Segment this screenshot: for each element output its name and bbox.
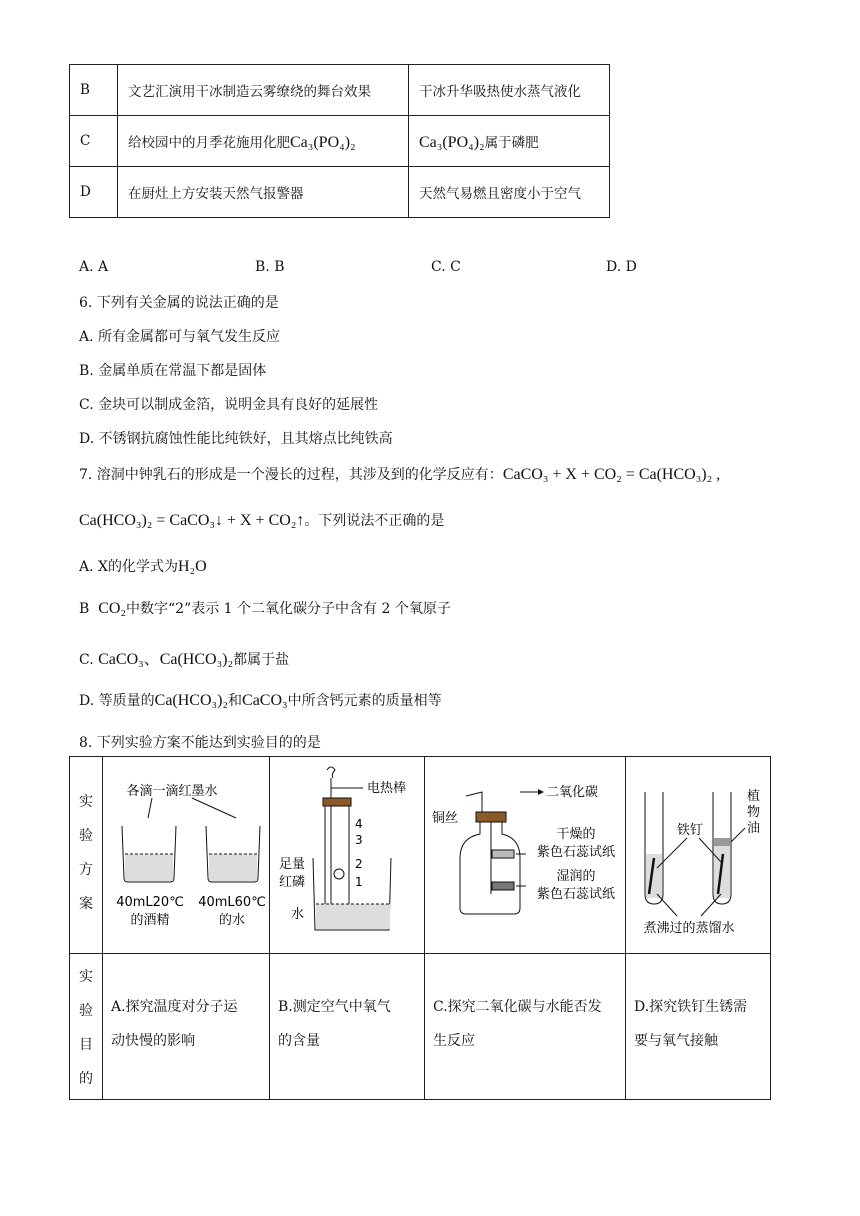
row-label: D [70,167,118,218]
svg-text:二氧化碳: 二氧化碳 [546,785,599,800]
svg-text:1: 1 [355,875,363,889]
q7-option-b[interactable]: B CO₂中数字“2”表示 1 个二氧化碳分子中含有 2 个氧原子 [79,600,451,617]
row-header-scheme: 实 验 方 案 [70,757,103,954]
rust-figure [627,758,769,948]
q6-option-b[interactable]: B. 金属单质在常温下都是固体 [79,363,267,379]
rubber-stopper [323,798,351,806]
arrow-line [192,798,236,818]
question-8-stem: 8. 下列实验方案不能达到实验目的的是 [79,735,321,751]
stopper [476,812,506,822]
goal-b[interactable]: B.测定空气中氧气 的含量 [270,954,425,1100]
svg-text:足量: 足量 [279,857,306,872]
row-header-goal: 实 验 目 的 [70,954,103,1100]
svg-text:铜丝: 铜丝 [432,811,459,826]
svg-text:3: 3 [355,833,363,847]
goal-d[interactable]: D.探究铁钉生锈需 要与氧气接触 [626,954,771,1100]
svg-text:铁钉: 铁钉 [677,823,704,838]
option-d[interactable]: D. D [606,259,637,275]
row-action: 文艺汇演用干冰制造云雾缭绕的舞台效果 [118,65,409,116]
q7-option-d[interactable]: D. 等质量的Ca(HCO₃)₂和CaCO₃中所含钙元素的质量相等 [79,692,442,709]
figure-a-cell [103,757,270,954]
oil-layer [714,838,730,846]
svg-text:物: 物 [747,805,761,820]
co2-figure [426,758,624,948]
goal-c[interactable]: C.探究二氧化碳与水能否发 生反应 [425,954,626,1100]
svg-text:油: 油 [747,821,761,836]
svg-text:电热棒: 电热棒 [367,781,407,796]
row-reason: Ca₃(PO₄)₂属于磷肥 [409,116,610,167]
gas-bottle [460,822,520,914]
svg-text:湿润的: 湿润的 [556,869,596,884]
option-c[interactable]: C. C [431,259,461,275]
svg-text:红磷: 红磷 [279,875,306,890]
figure-c-cell [425,757,626,954]
svg-text:2: 2 [355,857,363,871]
experiment-table [69,756,771,1100]
goal-a[interactable]: A.探究温度对分子运 动快慢的影响 [103,954,270,1100]
row-reason: 天然气易燃且密度小于空气 [409,167,610,218]
svg-text:煮沸过的蒸馏水: 煮沸过的蒸馏水 [643,921,735,936]
q6-option-d[interactable]: D. 不锈钢抗腐蚀性能比纯铁好，且其熔点比纯铁高 [79,431,393,447]
row-label: C [70,116,118,167]
question-6-stem: 6. 下列有关金属的说法正确的是 [79,295,279,311]
q7-option-c[interactable]: C. CaCO₃、Ca(HCO₃)₂都属于盐 [79,651,290,668]
row-action: 给校园中的月季花施用化肥Ca₃(PO₄)₂ [118,116,409,167]
q6-option-c[interactable]: C. 金块可以制成金箔，说明金具有良好的延展性 [79,397,379,413]
svg-text:40mL60℃: 40mL60℃ [198,895,266,910]
q7-option-a[interactable]: A. X的化学式为H₂O [79,558,207,575]
svg-text:的水: 的水 [218,913,246,928]
dry-paper [492,850,514,858]
svg-text:紫色石蕊试纸: 紫色石蕊试纸 [536,845,616,860]
wet-paper [492,882,514,890]
svg-text:水: 水 [291,907,305,922]
figure-b-cell [270,757,425,954]
question-7-stem: 7. 溶洞中钟乳石的形成是一个漫长的过程，其涉及到的化学反应有：CaCO₃ + X + CO₂ = Ca(HCO₃)₂ , [79,466,721,483]
liquid-left [125,854,173,881]
question-7-stem-cont: Ca(HCO₃)₂ = CaCO₃↓ + X + CO₂↑。下列说法不正确的是 [79,512,445,529]
answer-table [69,64,610,218]
svg-text:4: 4 [355,817,363,831]
row-label: B [70,65,118,116]
arrow-line [148,798,152,818]
svg-text:紫色石蕊试纸: 紫色石蕊试纸 [536,887,616,902]
svg-text:植: 植 [747,789,761,804]
figure-d-cell [626,757,771,954]
svg-text:干燥的: 干燥的 [556,827,596,842]
q6-option-a[interactable]: A. 所有金属都可与氧气发生反应 [79,329,281,345]
svg-text:40mL20℃: 40mL20℃ [116,895,184,910]
phosphorus-figure [271,758,423,948]
figure-a-label: 各滴一滴红墨水 [126,784,218,799]
plug-icon [327,767,335,778]
option-b[interactable]: B. B [255,259,285,275]
row-action: 在厨灶上方安装天然气报警器 [118,167,409,218]
diffusion-figure [104,758,268,948]
liquid-right [209,854,257,881]
option-a[interactable]: A. A [79,259,109,275]
svg-text:的酒精: 的酒精 [130,913,170,928]
phosphorus-spoon [334,869,344,879]
row-reason: 干冰升华吸热使水蒸气液化 [409,65,610,116]
